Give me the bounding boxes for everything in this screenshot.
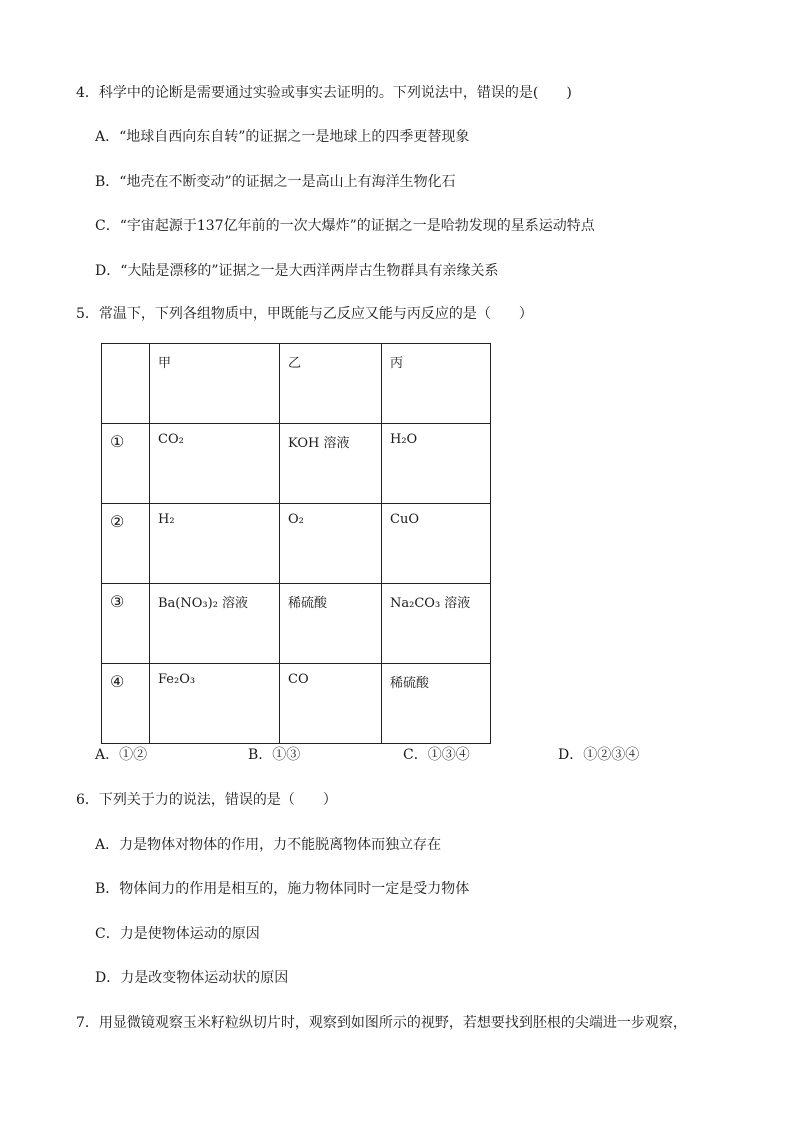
table-cell: Ba(NO₃)₂ 溶液 bbox=[150, 584, 280, 664]
question-5-answer-d: D．①②③④ bbox=[558, 747, 640, 763]
question-6-stem: 6．下列关于力的说法，错误的是（ ） bbox=[76, 792, 337, 808]
question-6-option-c: C．力是使物体运动的原因 bbox=[95, 926, 260, 942]
table-cell: 稀硫酸 bbox=[280, 584, 382, 664]
question-4-option-d: D．“大陆是漂移的”证据之一是大西洋两岸古生物群具有亲缘关系 bbox=[95, 263, 499, 279]
table-row bbox=[102, 504, 491, 584]
table-cell: H₂O bbox=[382, 424, 491, 504]
table-cell: CO₂ bbox=[150, 424, 280, 504]
question-7-stem: 7．用显微镜观察玉米籽粒纵切片时，观察到如图所示的视野，若想要找到胚根的尖端进一步观察， bbox=[76, 1015, 687, 1031]
question-4-option-c: C．“宇宙起源于137亿年前的一次大爆炸”的证据之一是哈勃发现的星系运动特点 bbox=[95, 218, 595, 234]
table-header-cell: 乙 bbox=[280, 344, 382, 424]
question-4-option-b: B．“地壳在不断变动”的证据之一是高山上有海洋生物化石 bbox=[95, 174, 456, 190]
table-cell: ④ bbox=[102, 664, 150, 744]
question-6-option-a: A．力是物体对物体的作用，力不能脱离物体而独立存在 bbox=[95, 837, 442, 853]
question-5-answer-c: C．①③④ bbox=[403, 747, 470, 763]
table-cell: CO bbox=[280, 664, 382, 744]
table-cell: 稀硫酸 bbox=[382, 664, 491, 744]
table-cell: KOH 溶液 bbox=[280, 424, 382, 504]
question-4-option-a: A．“地球自西向东自转”的证据之一是地球上的四季更替现象 bbox=[95, 129, 470, 145]
table-cell: Na₂CO₃ 溶液 bbox=[382, 584, 491, 664]
question-5-stem: 5．常温下，下列各组物质中，甲既能与乙反应又能与丙反应的是（ ） bbox=[76, 306, 533, 322]
table-cell: ③ bbox=[102, 584, 150, 664]
table-row bbox=[102, 584, 491, 664]
question-6-option-d: D．力是改变物体运动状的原因 bbox=[95, 970, 289, 986]
table-cell: ① bbox=[102, 424, 150, 504]
table-row bbox=[102, 664, 491, 744]
table-cell: H₂ bbox=[150, 504, 280, 584]
table-cell: Fe₂O₃ bbox=[150, 664, 280, 744]
table-cell: O₂ bbox=[280, 504, 382, 584]
table-header-cell: 甲 bbox=[150, 344, 280, 424]
substances-table bbox=[101, 343, 491, 744]
table-cell: CuO bbox=[382, 504, 491, 584]
question-5-answer-b: B．①③ bbox=[248, 747, 301, 763]
table-row bbox=[102, 424, 491, 504]
table-header-cell bbox=[102, 344, 150, 424]
table-header-row bbox=[102, 344, 491, 424]
table-cell: ② bbox=[102, 504, 150, 584]
question-6-option-b: B．物体间力的作用是相互的，施力物体同时一定是受力物体 bbox=[95, 881, 470, 897]
question-5-answer-a: A．①② bbox=[95, 747, 148, 763]
table-header-cell: 丙 bbox=[382, 344, 491, 424]
question-4-stem: 4．科学中的论断是需要通过实验或事实去证明的。下列说法中，错误的是( ) bbox=[76, 85, 572, 101]
